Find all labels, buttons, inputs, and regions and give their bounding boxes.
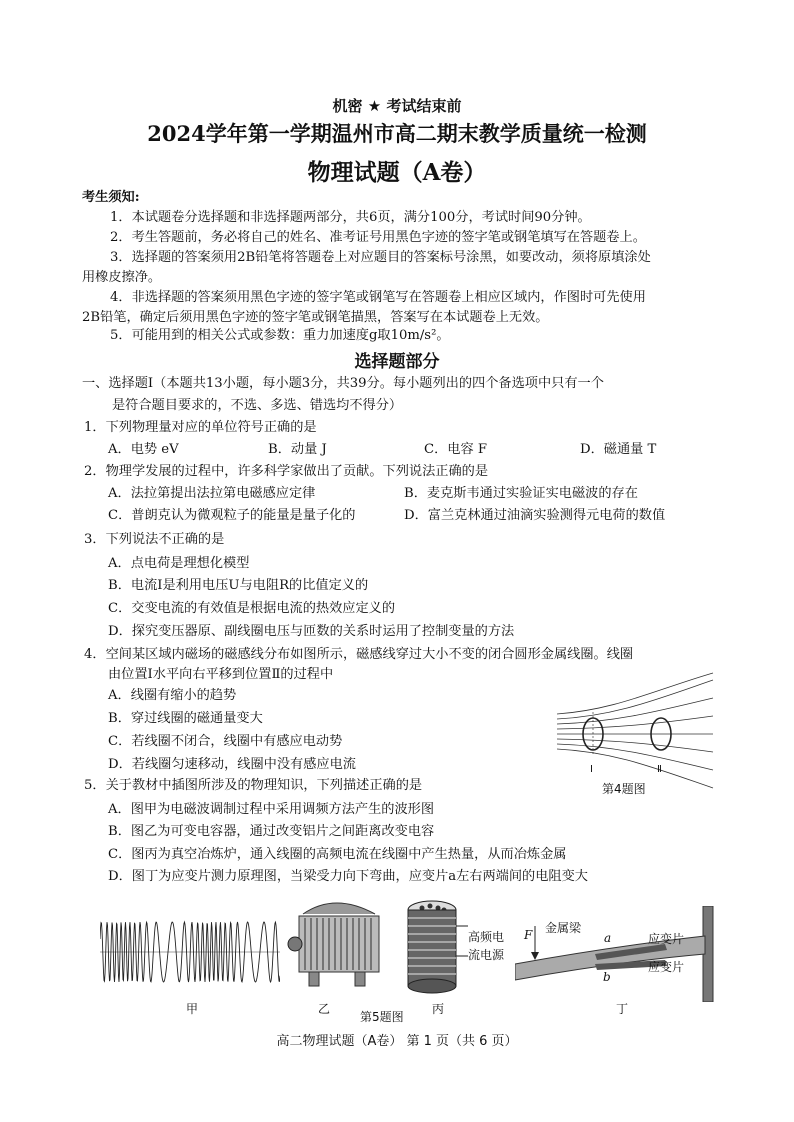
notice-line-4b: 2B铅笔，确定后须用黑色字迹的签字笔或钢笔描黑，答案写在本试题卷上无效。 [82, 310, 549, 325]
notice-line-2: 2．考生答题前，务必将自己的姓名、准考证号用黑色字迹的签字笔或钢笔填写在答题卷上。 [110, 230, 646, 245]
part1-heading-2: 是符合题目要求的，不选、多选、错选均不得分） [112, 398, 403, 413]
q2-option-c: C．普朗克认为微观粒子的能量是量子化的 [108, 508, 356, 523]
q5-label-yi: 乙 [318, 1002, 331, 1016]
q5-a-label: a [604, 931, 612, 945]
q3-stem: 3．下列说法不正确的是 [84, 532, 225, 547]
q1-option-a: A．电势 eV [108, 442, 179, 457]
exam-subtitle: 物理试题（A卷） [307, 159, 487, 186]
q4-option-a: A．线圈有缩小的趋势 [108, 688, 237, 703]
q5-option-a: A．图甲为电磁波调制过程中采用调频方法产生的波形图 [108, 802, 435, 817]
q5-option-d: D．图丁为应变片测力原理图，当梁受力向下弯曲，应变片a左右两端间的电阻变大 [108, 869, 588, 884]
notice-line-5: 5．可能用到的相关公式或参数：重力加速度g取10m/s²。 [110, 328, 450, 343]
q4-label-2: Ⅱ [657, 764, 662, 775]
q2-stem: 2．物理学发展的过程中，许多科学家做出了贡献。下列说法正确的是 [84, 464, 489, 479]
q4-option-d: D．若线圈匀速移动，线圈中没有感应电流 [108, 757, 356, 772]
q5-vacuum-furnace [400, 896, 470, 996]
q5-beam-label: 金属梁 [545, 921, 582, 935]
q4-label-1: Ⅰ [590, 764, 593, 775]
notice-line-1: 1．本试题卷分选择题和非选择题两部分，共6页，满分100分，考试时间90分钟。 [110, 210, 591, 225]
q5-label-jia: 甲 [186, 1002, 199, 1016]
q1-option-c: C．电容 F [424, 442, 487, 457]
q1-option-b: B．动量 J [268, 442, 327, 457]
q2-option-d: D．富兰克林通过油滴实验测得元电荷的数值 [404, 508, 666, 523]
secret-mark: 机密 ★ 考试结束前 [332, 97, 462, 115]
q1-option-d: D．磁通量 T [580, 442, 657, 457]
q4-option-c: C．若线圈不闭合，线圈中有感应电动势 [108, 734, 343, 749]
exam-title: 2024学年第一学期温州市高二期末教学质量统一检测 [147, 121, 647, 146]
q5-force-label: F [524, 928, 533, 942]
q3-option-c: C．交变电流的有效值是根据电流的热效应定义的 [108, 601, 396, 616]
q3-option-a: A．点电荷是理想化模型 [108, 556, 250, 571]
q4-option-b: B．穿过线圈的磁通量变大 [108, 711, 263, 726]
q5-caption: 第5题图 [360, 1010, 404, 1024]
q5-bing-label-2: 流电源 [468, 948, 505, 962]
q5-option-b: B．图乙为可变电容器，通过改变铝片之间距离改变电容 [108, 824, 435, 839]
q4-stem: 4．空间某区域内磁场的磁感线分布如图所示，磁感线穿过大小不变的闭合圆形金属线圈。线圈 [84, 647, 634, 662]
q5-gauge-label-2: 应变片 [648, 960, 685, 974]
q5-fm-waveform [100, 912, 280, 992]
notice-heading: 考生须知: [82, 190, 140, 205]
q5-variable-capacitor [285, 888, 390, 993]
q5-b-label: b [603, 970, 611, 984]
q4-field-figure [555, 672, 715, 790]
q5-label-bing: 丙 [432, 1002, 445, 1016]
notice-line-3: 3．选择题的答案须用2B铅笔将答题卷上对应题目的答案标号涂黑，如要改动，须将原填涂处 [110, 250, 651, 265]
notice-line-3b: 用橡皮擦净。 [82, 270, 162, 285]
q2-option-b: B．麦克斯韦通过实验证实电磁波的存在 [404, 486, 638, 501]
section-title: 选择题部分 [354, 352, 440, 372]
part1-heading: 一、选择题Ⅰ（本题共13小题，每小题3分，共39分。每小题列出的四个备选项中只有一个 [82, 376, 604, 391]
q3-option-b: B．电流I是利用电压U与电阻R的比值定义的 [108, 578, 369, 593]
q5-gauge-label-1: 应变片 [648, 932, 685, 946]
q5-stem: 5．关于教材中插图所涉及的物理知识，下列描述正确的是 [84, 778, 423, 793]
q5-bing-label-1: 高频电 [468, 930, 505, 944]
page-footer: 高二物理试题（A卷） 第 1 页（共 6 页） [276, 1034, 518, 1049]
q4-stem-2: 由位置Ⅰ水平向右平移到位置Ⅱ的过程中 [108, 667, 334, 682]
notice-line-4: 4．非选择题的答案须用黑色字迹的签字笔或钢笔写在答题卷上相应区域内，作图时可先使用 [110, 290, 646, 305]
q1-stem: 1．下列物理量对应的单位符号正确的是 [84, 420, 317, 435]
q4-caption: 第4题图 [602, 782, 646, 796]
q5-label-ding: 丁 [616, 1002, 629, 1016]
q2-option-a: A．法拉第提出法拉第电磁感应定律 [108, 486, 316, 501]
q5-option-c: C．图丙为真空冶炼炉，通入线圈的高频电流在线圈中产生热量，从而冶炼金属 [108, 847, 567, 862]
q3-option-d: D．探究变压器原、副线圈电压与匝数的关系时运用了控制变量的方法 [108, 624, 515, 639]
